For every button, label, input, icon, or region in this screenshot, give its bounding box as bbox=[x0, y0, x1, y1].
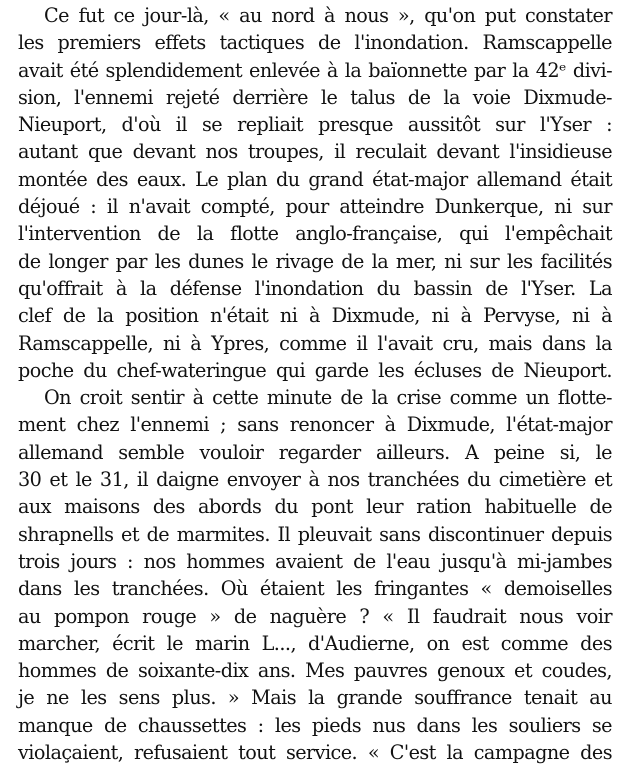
text-line: On croit sentir à cette minute de la crise comme un flotte- bbox=[44, 386, 612, 410]
text-line: les premiers effets tactiques de l'inondation. Ramscappelle bbox=[18, 31, 612, 55]
document-page bbox=[18, 2, 612, 766]
text-line: avait été splendidement enlevée à la baïonnette par la 42ᵉ divi- bbox=[18, 58, 612, 82]
text-line: autant que devant nos troupes, il reculait devant l'insidieuse bbox=[18, 140, 612, 164]
text-line: trois jours : nos hommes avaient de l'eau jusqu'à mi-jambes bbox=[18, 549, 612, 573]
text-line: l'intervention de la flotte anglo-française, qui l'empêchait bbox=[18, 222, 612, 246]
text-line: Nieuport, d'où il se repliait presque aussitôt sur l'Yser : bbox=[18, 113, 612, 137]
text-line: ment chez l'ennemi ; sans renoncer à Dixmude, l'état-major bbox=[18, 413, 612, 437]
text-line: aux maisons des abords du pont leur ration habituelle de bbox=[18, 495, 612, 519]
text-line: montée des eaux. Le plan du grand état-major allemand était bbox=[18, 167, 612, 191]
text-line: allemand semble vouloir regarder ailleurs. A peine si, le bbox=[18, 440, 612, 464]
text-line: qu'offrait à la défense l'inondation du bassin de l'Yser. La bbox=[18, 276, 612, 300]
text-line: au pompon rouge » de naguère ? « Il faudrait nous voir bbox=[18, 604, 612, 628]
text-line: manque de chaussettes : les pieds nus dans les souliers se bbox=[18, 713, 612, 737]
text-line: dans les tranchées. Où étaient les fringantes « demoiselles bbox=[18, 577, 612, 601]
text-line: 30 et le 31, il daigne envoyer à nos tranchées du cimetière et bbox=[18, 468, 612, 492]
text-line: hommes de soixante-dix ans. Mes pauvres genoux et coudes, bbox=[18, 659, 612, 683]
text-line: shrapnells et de marmites. Il pleuvait sans discontinuer depuis bbox=[18, 522, 612, 546]
text-line: violaçaient, refusaient tout service. « C'est la campagne des bbox=[18, 741, 612, 765]
text-line: clef de la position n'était ni à Dixmude, ni à Pervyse, ni à bbox=[18, 304, 612, 328]
text-line: déjoué : il n'avait compté, pour atteindre Dunkerque, ni sur bbox=[18, 195, 612, 219]
text-line: Ce fut ce jour-là, « au nord à nous », qu'on put constater bbox=[44, 4, 612, 27]
text-line: je ne les sens plus. » Mais la grande souffrance tenait au bbox=[18, 686, 612, 710]
text-line: Ramscappelle, ni à Ypres, comme il l'avait cru, mais dans la bbox=[18, 331, 612, 355]
text-line: sion, l'ennemi rejeté derrière le talus de la voie Dixmude- bbox=[18, 85, 612, 109]
text-line: marcher, écrit le marin L..., d'Audierne, on est comme des bbox=[18, 631, 612, 655]
text-line: poche du chef-wateringue qui garde les écluses de Nieuport. bbox=[18, 358, 612, 382]
text-line: de longer par les dunes le rivage de la mer, ni sur les facilités bbox=[18, 249, 612, 273]
paragraph-1 bbox=[18, 2, 612, 384]
paragraph-2 bbox=[18, 384, 612, 766]
